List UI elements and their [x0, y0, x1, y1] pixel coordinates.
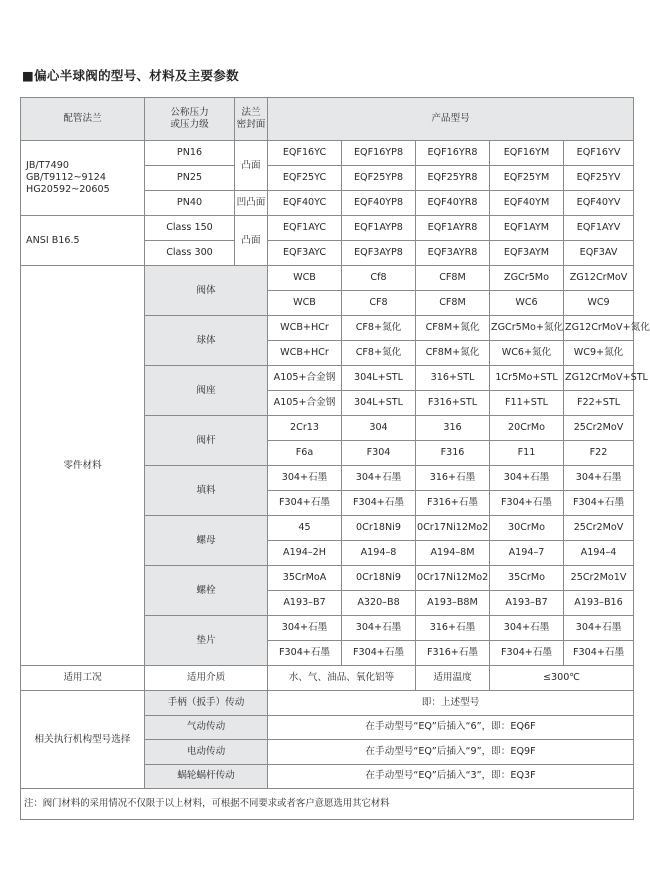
material-cell: WCB+HCr — [268, 316, 342, 341]
header-seal: 法兰 密封面 — [235, 98, 268, 141]
material-cell: A194–2H — [268, 541, 342, 566]
model-cell: EQF3AV — [564, 241, 634, 266]
actuator-desc: 在手动型号“EQ”后插入“9”，即：EQ9F — [268, 740, 634, 765]
model-cell: EQF40YM — [490, 191, 564, 216]
material-cell: 30CrMo — [490, 516, 564, 541]
model-cell: EQF25YV — [564, 166, 634, 191]
material-cell: 35CrMo — [490, 566, 564, 591]
material-cell: WCB — [268, 291, 342, 316]
actuator-name: 气动传动 — [145, 715, 268, 740]
model-cell: EQF16YM — [490, 141, 564, 166]
model-cell: EQF16YR8 — [416, 141, 490, 166]
actuator-desc: 在手动型号“EQ”后插入“3”，即：EQ3F — [268, 764, 634, 789]
conditions-row — [21, 666, 634, 691]
spec-table — [20, 97, 650, 820]
pressure-cell: Class 300 — [145, 241, 235, 266]
material-cell: 25Cr2MoV — [564, 416, 634, 441]
material-cell: F304+石墨 — [564, 641, 634, 666]
part-name-cell: 阀杆 — [145, 416, 268, 466]
model-cell: EQF1AYC — [268, 216, 342, 241]
material-cell: WCB — [268, 266, 342, 291]
material-cell: 35CrMoA — [268, 566, 342, 591]
model-cell: EQF3AYP8 — [342, 241, 416, 266]
note-row — [21, 789, 634, 820]
material-cell: CF8+氮化 — [342, 341, 416, 366]
material-cell: 0Cr18Ni9 — [342, 516, 416, 541]
material-cell: 1Cr5Mo+STL — [490, 366, 564, 391]
material-cell: 2Cr13 — [268, 416, 342, 441]
material-cell: 304+石墨 — [490, 466, 564, 491]
model-cell: EQF40YV — [564, 191, 634, 216]
material-cell: F316+STL — [416, 391, 490, 416]
pressure-cell: PN40 — [145, 191, 235, 216]
seal-face-cell: 凸面 — [235, 141, 268, 191]
material-cell: F304+石墨 — [490, 641, 564, 666]
seal-face-cell: 凸面 — [235, 216, 268, 266]
material-cell: 304L+STL — [342, 366, 416, 391]
material-cell: A194–8 — [342, 541, 416, 566]
model-cell: EQF16YP8 — [342, 141, 416, 166]
material-cell: A193–B7 — [490, 591, 564, 616]
material-cell: F304+石墨 — [342, 491, 416, 516]
actuator-desc: 即：上述型号 — [268, 691, 634, 716]
model-cell: EQF25YP8 — [342, 166, 416, 191]
material-cell: A105+合金钢 — [268, 366, 342, 391]
model-cell: EQF40YR8 — [416, 191, 490, 216]
part-name-cell: 阀座 — [145, 366, 268, 416]
material-cell: F304+石墨 — [268, 491, 342, 516]
part-name-cell: 垫片 — [145, 616, 268, 666]
header-flange: 配管法兰 — [21, 98, 145, 141]
material-cell: A194–4 — [564, 541, 634, 566]
pressure-cell: PN25 — [145, 166, 235, 191]
material-cell: 304+石墨 — [342, 616, 416, 641]
model-cell: EQF25YR8 — [416, 166, 490, 191]
material-cell: 25Cr2Mo1V — [564, 566, 634, 591]
pressure-cell: PN16 — [145, 141, 235, 166]
table-row — [21, 141, 634, 166]
material-cell: F11+STL — [490, 391, 564, 416]
material-cell: 304L+STL — [342, 391, 416, 416]
material-cell: CF8+氮化 — [342, 316, 416, 341]
actuator-desc: 在手动型号“EQ”后插入“6”，即：EQ6F — [268, 715, 634, 740]
model-cell: EQF16YC — [268, 141, 342, 166]
material-cell: ZGCr5Mo+氮化 — [490, 316, 564, 341]
material-cell: WC6 — [490, 291, 564, 316]
table-row — [21, 216, 634, 241]
material-cell: 304+石墨 — [268, 466, 342, 491]
material-cell: F316 — [416, 441, 490, 466]
material-cell: Cf8 — [342, 266, 416, 291]
material-cell: F6a — [268, 441, 342, 466]
material-cell: A193–B8M — [416, 591, 490, 616]
material-cell: A320–B8 — [342, 591, 416, 616]
material-cell: 25Cr2MoV — [564, 516, 634, 541]
material-cell: 0Cr17Ni12Mo2 — [416, 566, 490, 591]
model-cell: EQF16YV — [564, 141, 634, 166]
material-cell: 304+石墨 — [268, 616, 342, 641]
parts-label-cell: 零件材料 — [21, 266, 145, 666]
material-cell: 316+石墨 — [416, 466, 490, 491]
model-cell: EQF25YM — [490, 166, 564, 191]
material-cell: CF8M — [416, 291, 490, 316]
material-cell: ZG12CrMoV — [564, 266, 634, 291]
table-row — [21, 266, 634, 291]
material-cell: ZG12CrMoV+STL — [564, 366, 634, 391]
material-cell: A193–B16 — [564, 591, 634, 616]
part-name-cell: 阀体 — [145, 266, 268, 316]
material-cell: 0Cr17Ni12Mo2 — [416, 516, 490, 541]
material-cell: CF8 — [342, 291, 416, 316]
model-cell: EQF1AYP8 — [342, 216, 416, 241]
part-name-cell: 填料 — [145, 466, 268, 516]
model-cell: EQF25YC — [268, 166, 342, 191]
material-cell: ZG12CrMoV+氮化 — [564, 316, 634, 341]
temperature-value: ≤300℃ — [490, 666, 634, 691]
model-cell: EQF40YP8 — [342, 191, 416, 216]
material-cell: 304 — [342, 416, 416, 441]
medium-value: 水、气、油品、氧化铝等 — [268, 666, 416, 691]
material-cell: A105+合金钢 — [268, 391, 342, 416]
material-cell: WC9+氮化 — [564, 341, 634, 366]
header-pressure: 公称压力 或压力级 — [145, 98, 235, 141]
material-cell: WCB+HCr — [268, 341, 342, 366]
material-cell: A194–8M — [416, 541, 490, 566]
material-cell: 304+石墨 — [564, 466, 634, 491]
model-cell: EQF1AYM — [490, 216, 564, 241]
header-row — [21, 98, 634, 141]
part-name-cell: 螺栓 — [145, 566, 268, 616]
actuator-name: 电动传动 — [145, 740, 268, 765]
material-cell: 304+石墨 — [342, 466, 416, 491]
material-cell: F22 — [564, 441, 634, 466]
material-cell: F304+石墨 — [268, 641, 342, 666]
material-cell: F22+STL — [564, 391, 634, 416]
material-cell: 0Cr18Ni9 — [342, 566, 416, 591]
material-cell: F11 — [490, 441, 564, 466]
material-cell: 20CrMo — [490, 416, 564, 441]
part-name-cell: 螺母 — [145, 516, 268, 566]
material-cell: WC9 — [564, 291, 634, 316]
model-cell: EQF3AYR8 — [416, 241, 490, 266]
material-cell: WC6+氮化 — [490, 341, 564, 366]
material-cell: F304 — [342, 441, 416, 466]
actuator-label: 相关执行机构型号选择 — [21, 691, 145, 789]
pressure-cell: Class 150 — [145, 216, 235, 241]
model-cell: EQF3AYC — [268, 241, 342, 266]
material-cell: F304+石墨 — [490, 491, 564, 516]
material-cell: F316+石墨 — [416, 491, 490, 516]
footnote: 注：阀门材料的采用情况不仅限于以上材料，可根据不同要求或者客户意愿选用其它材料 — [21, 789, 634, 820]
material-cell: 304+石墨 — [490, 616, 564, 641]
material-cell: F316+石墨 — [416, 641, 490, 666]
material-cell: 45 — [268, 516, 342, 541]
part-name-cell: 球体 — [145, 316, 268, 366]
material-cell: F304+石墨 — [564, 491, 634, 516]
material-cell: CF8M+氮化 — [416, 341, 490, 366]
actuator-name: 蜗轮蜗杆传动 — [145, 764, 268, 789]
material-cell: A194–7 — [490, 541, 564, 566]
material-cell: F304+石墨 — [342, 641, 416, 666]
conditions-label: 适用工况 — [21, 666, 145, 691]
actuator-name: 手柄（扳手）传动 — [145, 691, 268, 716]
model-cell: EQF40YC — [268, 191, 342, 216]
material-cell: CF8M — [416, 266, 490, 291]
standard-ansi-cell: ANSI B16.5 — [21, 216, 145, 266]
material-cell: 316+STL — [416, 366, 490, 391]
standard-gb-cell: JB/T7490 GB/T9112~9124 HG20592~20605 — [21, 141, 145, 216]
temperature-label: 适用温度 — [416, 666, 490, 691]
seal-face-cell: 凹凸面 — [235, 191, 268, 216]
page-title: ■偏心半球阀的型号、材料及主要参数 — [22, 68, 239, 83]
material-cell: A193–B7 — [268, 591, 342, 616]
material-cell: 304+石墨 — [564, 616, 634, 641]
model-cell: EQF3AYM — [490, 241, 564, 266]
model-cell: EQF1AYV — [564, 216, 634, 241]
material-cell: CF8M+氮化 — [416, 316, 490, 341]
material-cell: 316 — [416, 416, 490, 441]
model-cell: EQF1AYR8 — [416, 216, 490, 241]
material-cell: ZGCr5Mo — [490, 266, 564, 291]
medium-label: 适用介质 — [145, 666, 268, 691]
material-cell: 316+石墨 — [416, 616, 490, 641]
actuator-row — [21, 691, 634, 716]
header-model: 产品型号 — [268, 98, 634, 141]
